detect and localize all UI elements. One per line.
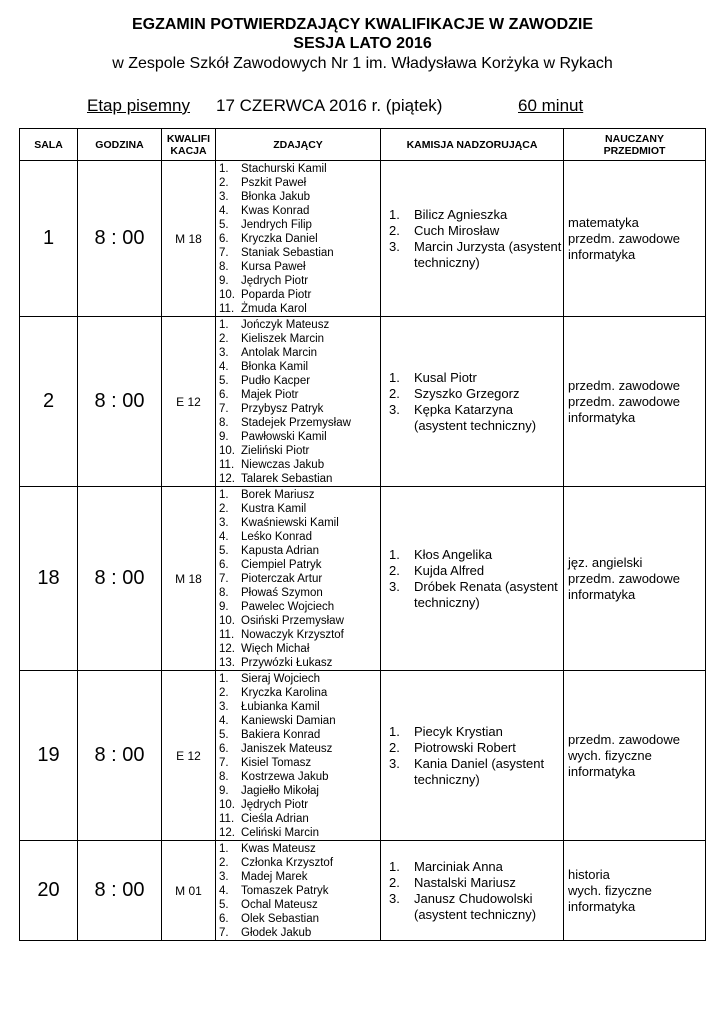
list-item: 12. Talarek Sebastian <box>219 473 333 485</box>
student-name: Talarek Sebastian <box>241 473 333 485</box>
subject-name: matematyka <box>568 214 639 230</box>
list-item: 11. Niewczas Jakub <box>219 459 325 471</box>
student-name: Błonka Kamil <box>241 361 309 373</box>
student-name: Antolak Marcin <box>241 347 318 359</box>
subject-name: przedm. zawodowe <box>568 377 680 393</box>
list-item: 7. Głodek Jakub <box>219 927 312 939</box>
committee-member-name: Szyszko Grzegorz <box>414 385 520 401</box>
student-name: Kapusta Adrian <box>241 545 320 557</box>
zdajacy-cell <box>216 841 381 941</box>
godzina-cell: 8 : 00 <box>78 317 162 487</box>
student-name: Członka Krzysztof <box>241 857 334 869</box>
student-name: Kaniewski Damian <box>241 715 336 727</box>
student-name: Błonka Jakub <box>241 191 311 203</box>
list-item: 8. Kostrzewa Jakub <box>219 771 329 783</box>
committee-member-name: Cuch Mirosław <box>414 222 500 238</box>
list-item: 1. Stachurski Kamil <box>219 163 327 175</box>
column-header-komisja: KAMISJA NADZORUJĄCA <box>381 129 564 161</box>
list-item: 3. Kania Daniel (asystent techniczny) <box>389 756 563 788</box>
subject-name: historia <box>568 866 610 882</box>
committee-member-name: Janusz Chudowolski (asystent techniczny) <box>414 890 537 922</box>
list-item: 3. Janusz Chudowolski (asystent techniczny) <box>389 891 563 923</box>
student-name: Kwaśniewski Kamil <box>241 517 339 529</box>
student-name: Celiński Marcin <box>241 827 319 839</box>
komisja-cell <box>381 161 564 317</box>
list-item: 7. Kisiel Tomasz <box>219 757 312 769</box>
list-item: 10. Jędrych Piotr <box>219 799 309 811</box>
column-header-godzina: GODZINA <box>78 129 162 161</box>
list-item: 2. Kujda Alfred <box>389 562 485 578</box>
student-name: Poparda Piotr <box>241 289 312 301</box>
subject-name: wych. fizyczne <box>568 882 652 898</box>
list-item: 12. Więch Michał <box>219 643 310 655</box>
student-name: Pawelec Wojciech <box>241 601 335 613</box>
list-item: 4. Tomaszek Patryk <box>219 885 329 897</box>
student-name: Olek Sebastian <box>241 913 319 925</box>
list-item: 4. Błonka Kamil <box>219 361 309 373</box>
list-item: 1. Sieraj Wojciech <box>219 673 321 685</box>
student-name: Stadejek Przemysław <box>241 417 351 429</box>
student-name: Kostrzewa Jakub <box>241 771 329 783</box>
list-item: 13. Przywózki Łukasz <box>219 657 333 669</box>
komisja-cell <box>381 317 564 487</box>
list-item: 8. Kursa Paweł <box>219 261 306 273</box>
list-item: 5. Ochal Mateusz <box>219 899 318 911</box>
kwalifikacja-cell: M 18 <box>162 161 216 317</box>
list-item: 8. Płowaś Szymon <box>219 587 323 599</box>
kwalifikacja-cell: E 12 <box>162 671 216 841</box>
student-name: Kustra Kamil <box>241 503 307 515</box>
subject-name: przedm. zawodowe <box>568 393 680 409</box>
student-name: Przybysz Patryk <box>241 403 324 415</box>
przedmiot-cell <box>564 161 706 317</box>
list-item: 1. Bilicz Agnieszka <box>389 206 508 222</box>
list-item: 2. Nastalski Mariusz <box>389 874 516 890</box>
student-name: Pszkit Paweł <box>241 177 307 189</box>
kwalifikacja-cell: M 18 <box>162 487 216 671</box>
student-name: Płowaś Szymon <box>241 587 323 599</box>
student-name: Kisiel Tomasz <box>241 757 312 769</box>
session-title: SESJA LATO 2016 <box>293 35 432 52</box>
list-item: 3. Kępka Katarzyna (asystent techniczny) <box>389 402 563 434</box>
list-item: 2. Kryczka Karolina <box>219 687 328 699</box>
list-item: 2. Piotrowski Robert <box>389 739 516 755</box>
student-name: Janiszek Mateusz <box>241 743 333 755</box>
student-name: Kryczka Daniel <box>241 233 318 245</box>
student-name: Nowaczyk Krzysztof <box>241 629 344 641</box>
list-item: 9. Pawelec Wojciech <box>219 601 335 613</box>
list-item: 1. Kłos Angelika <box>389 546 493 562</box>
student-name: Cieśla Adrian <box>241 813 309 825</box>
student-name: Staniak Sebastian <box>241 247 334 259</box>
list-item: 11. Cieśla Adrian <box>219 813 309 825</box>
committee-member-name: Bilicz Agnieszka <box>414 206 508 222</box>
list-item: 5. Pudło Kacper <box>219 375 311 387</box>
committee-member-name: Nastalski Mariusz <box>414 874 516 890</box>
list-item: 7. Staniak Sebastian <box>219 247 334 259</box>
przedmiot-cell <box>564 317 706 487</box>
committee-member-name: Kłos Angelika <box>414 546 493 562</box>
list-item: 4. Kwas Konrad <box>219 205 310 217</box>
committee-member-name: Kania Daniel (asystent techniczny) <box>414 755 545 787</box>
list-item: 5. Bakiera Konrad <box>219 729 321 741</box>
list-item: 3. Kwaśniewski Kamil <box>219 517 339 529</box>
zdajacy-cell <box>216 671 381 841</box>
column-header-przedmiot: NAUCZANY PRZEDMIOT <box>564 129 706 161</box>
student-name: Kwas Mateusz <box>241 843 316 855</box>
committee-member-name: Marcin Jurzysta (asystent techniczny) <box>414 238 562 270</box>
list-item: 6. Janiszek Mateusz <box>219 743 333 755</box>
list-item: 1. Piecyk Krystian <box>389 723 503 739</box>
kwalifikacja-cell: E 12 <box>162 317 216 487</box>
list-item: 11. Żmuda Karol <box>219 303 307 315</box>
list-item: 3. Antolak Marcin <box>219 347 318 359</box>
student-name: Przywózki Łukasz <box>241 657 333 669</box>
table-row <box>20 671 706 841</box>
subject-name: informatyka <box>568 586 636 602</box>
przedmiot-cell <box>564 671 706 841</box>
komisja-cell <box>381 671 564 841</box>
table-row <box>20 841 706 941</box>
list-item: 7. Pioterczak Artur <box>219 573 323 585</box>
student-name: Kwas Konrad <box>241 205 310 217</box>
list-item: 1. Borek Mariusz <box>219 489 315 501</box>
student-name: Borek Mariusz <box>241 489 315 501</box>
student-name: Madej Marek <box>241 871 308 883</box>
list-item: 2. Kieliszek Marcin <box>219 333 325 345</box>
student-name: Ochal Mateusz <box>241 899 318 911</box>
sala-cell: 19 <box>20 671 78 841</box>
committee-member-name: Piotrowski Robert <box>414 739 516 755</box>
godzina-cell: 8 : 00 <box>78 161 162 317</box>
committee-member-name: Kusal Piotr <box>414 369 477 385</box>
student-name: Jędrych Piotr <box>241 275 309 287</box>
student-name: Stachurski Kamil <box>241 163 327 175</box>
subject-name: przedm. zawodowe <box>568 230 680 246</box>
sala-cell: 2 <box>20 317 78 487</box>
student-name: Kursa Paweł <box>241 261 306 273</box>
committee-member-name: Kujda Alfred <box>414 562 485 578</box>
table-row <box>20 161 706 317</box>
student-name: Majek Piotr <box>241 389 299 401</box>
kwalifikacja-cell: M 01 <box>162 841 216 941</box>
column-header-kwalifikacja: KWALIFI KACJA <box>162 129 216 161</box>
list-item: 1. Marciniak Anna <box>389 858 503 874</box>
list-item: 9. Jędrych Piotr <box>219 275 309 287</box>
list-item: 6. Olek Sebastian <box>219 913 319 925</box>
table-header-row <box>20 129 706 161</box>
przedmiot-cell <box>564 841 706 941</box>
sala-cell: 18 <box>20 487 78 671</box>
subject-name: informatyka <box>568 409 636 425</box>
list-item: 3. Madej Marek <box>219 871 308 883</box>
student-name: Leśko Konrad <box>241 531 312 543</box>
list-item: 10. Zieliński Piotr <box>219 445 310 457</box>
student-name: Jędrych Piotr <box>241 799 309 811</box>
godzina-cell: 8 : 00 <box>78 487 162 671</box>
subject-name: przedm. zawodowe <box>568 570 680 586</box>
student-name: Jończyk Mateusz <box>241 319 330 331</box>
exam-stage: Etap pisemny <box>87 96 190 115</box>
student-name: Jagiełło Mikołaj <box>241 785 319 797</box>
column-header-sala: SALA <box>20 129 78 161</box>
student-name: Kieliszek Marcin <box>241 333 325 345</box>
subject-name: przedm. zawodowe <box>568 731 680 747</box>
list-item: 7. Przybysz Patryk <box>219 403 324 415</box>
document-title: EGZAMIN POTWIERDZAJĄCY KWALIFIKACJE W ZAWODZIE <box>131 16 594 33</box>
table-row <box>20 487 706 671</box>
list-item: 9. Pawłowski Kamil <box>219 431 327 443</box>
list-item: 6. Kryczka Daniel <box>219 233 318 245</box>
exam-duration: 60 minut <box>518 96 584 115</box>
exam-date: 17 CZERWCA 2016 r. (piątek) <box>216 96 443 115</box>
subject-name: wych. fizyczne <box>568 747 652 763</box>
list-item: 5. Jendrych Filip <box>219 219 312 231</box>
przedmiot-cell <box>564 487 706 671</box>
student-name: Więch Michał <box>241 643 310 655</box>
list-item: 2. Kustra Kamil <box>219 503 307 515</box>
student-name: Żmuda Karol <box>241 303 307 315</box>
list-item: 6. Majek Piotr <box>219 389 299 401</box>
list-item: 1. Kwas Mateusz <box>219 843 316 855</box>
list-item: 11. Nowaczyk Krzysztof <box>219 629 344 641</box>
zdajacy-cell <box>216 317 381 487</box>
list-item: 10. Osiński Przemysław <box>219 615 344 627</box>
list-item: 2. Cuch Mirosław <box>389 222 500 238</box>
exam-schedule-table <box>19 128 706 941</box>
column-header-zdajacy: ZDAJĄCY <box>216 129 381 161</box>
list-item: 1. Kusal Piotr <box>389 369 477 385</box>
student-name: Ciempiel Patryk <box>241 559 322 571</box>
list-item: 1. Jończyk Mateusz <box>219 319 330 331</box>
student-name: Zieliński Piotr <box>241 445 310 457</box>
zdajacy-cell <box>216 487 381 671</box>
student-name: Sieraj Wojciech <box>241 673 321 685</box>
list-item: 6. Ciempiel Patryk <box>219 559 322 571</box>
subject-name: jęz. angielski <box>568 554 643 570</box>
komisja-cell <box>381 841 564 941</box>
list-item: 3. Błonka Jakub <box>219 191 311 203</box>
table-row <box>20 317 706 487</box>
list-item: 3. Dróbek Renata (asystent techniczny) <box>389 579 563 611</box>
list-item: 2. Pszkit Paweł <box>219 177 307 189</box>
list-item: 4. Leśko Konrad <box>219 531 312 543</box>
school-name: w Zespole Szkół Zawodowych Nr 1 im. Władysława Korżyka w Rykach <box>112 55 613 72</box>
sala-cell: 20 <box>20 841 78 941</box>
zdajacy-cell <box>216 161 381 317</box>
student-name: Jendrych Filip <box>241 219 312 231</box>
list-item: 2. Szyszko Grzegorz <box>389 385 520 401</box>
student-name: Niewczas Jakub <box>241 459 325 471</box>
list-item: 8. Stadejek Przemysław <box>219 417 351 429</box>
student-name: Kryczka Karolina <box>241 687 328 699</box>
subject-name: informatyka <box>568 898 636 914</box>
committee-member-name: Dróbek Renata (asystent techniczny) <box>414 578 558 610</box>
komisja-cell <box>381 487 564 671</box>
list-item: 3. Łubianka Kamil <box>219 701 320 713</box>
student-name: Pudło Kacper <box>241 375 311 387</box>
list-item: 2. Członka Krzysztof <box>219 857 334 869</box>
list-item: 4. Kaniewski Damian <box>219 715 336 727</box>
student-name: Pioterczak Artur <box>241 573 323 585</box>
student-name: Osiński Przemysław <box>241 615 344 627</box>
godzina-cell: 8 : 00 <box>78 671 162 841</box>
subject-name: informatyka <box>568 763 636 779</box>
student-name: Pawłowski Kamil <box>241 431 327 443</box>
committee-member-name: Piecyk Krystian <box>414 723 503 739</box>
godzina-cell: 8 : 00 <box>78 841 162 941</box>
subject-name: informatyka <box>568 246 636 262</box>
committee-member-name: Marciniak Anna <box>414 858 503 874</box>
list-item: 12. Celiński Marcin <box>219 827 319 839</box>
student-name: Bakiera Konrad <box>241 729 321 741</box>
sala-cell: 1 <box>20 161 78 317</box>
list-item: 5. Kapusta Adrian <box>219 545 320 557</box>
committee-member-name: Kępka Katarzyna (asystent techniczny) <box>414 401 537 433</box>
student-name: Łubianka Kamil <box>241 701 320 713</box>
list-item: 10. Poparda Piotr <box>219 289 312 301</box>
list-item: 9. Jagiełło Mikołaj <box>219 785 319 797</box>
list-item: 3. Marcin Jurzysta (asystent techniczny) <box>389 238 562 270</box>
student-name: Głodek Jakub <box>241 927 312 939</box>
student-name: Tomaszek Patryk <box>241 885 329 897</box>
